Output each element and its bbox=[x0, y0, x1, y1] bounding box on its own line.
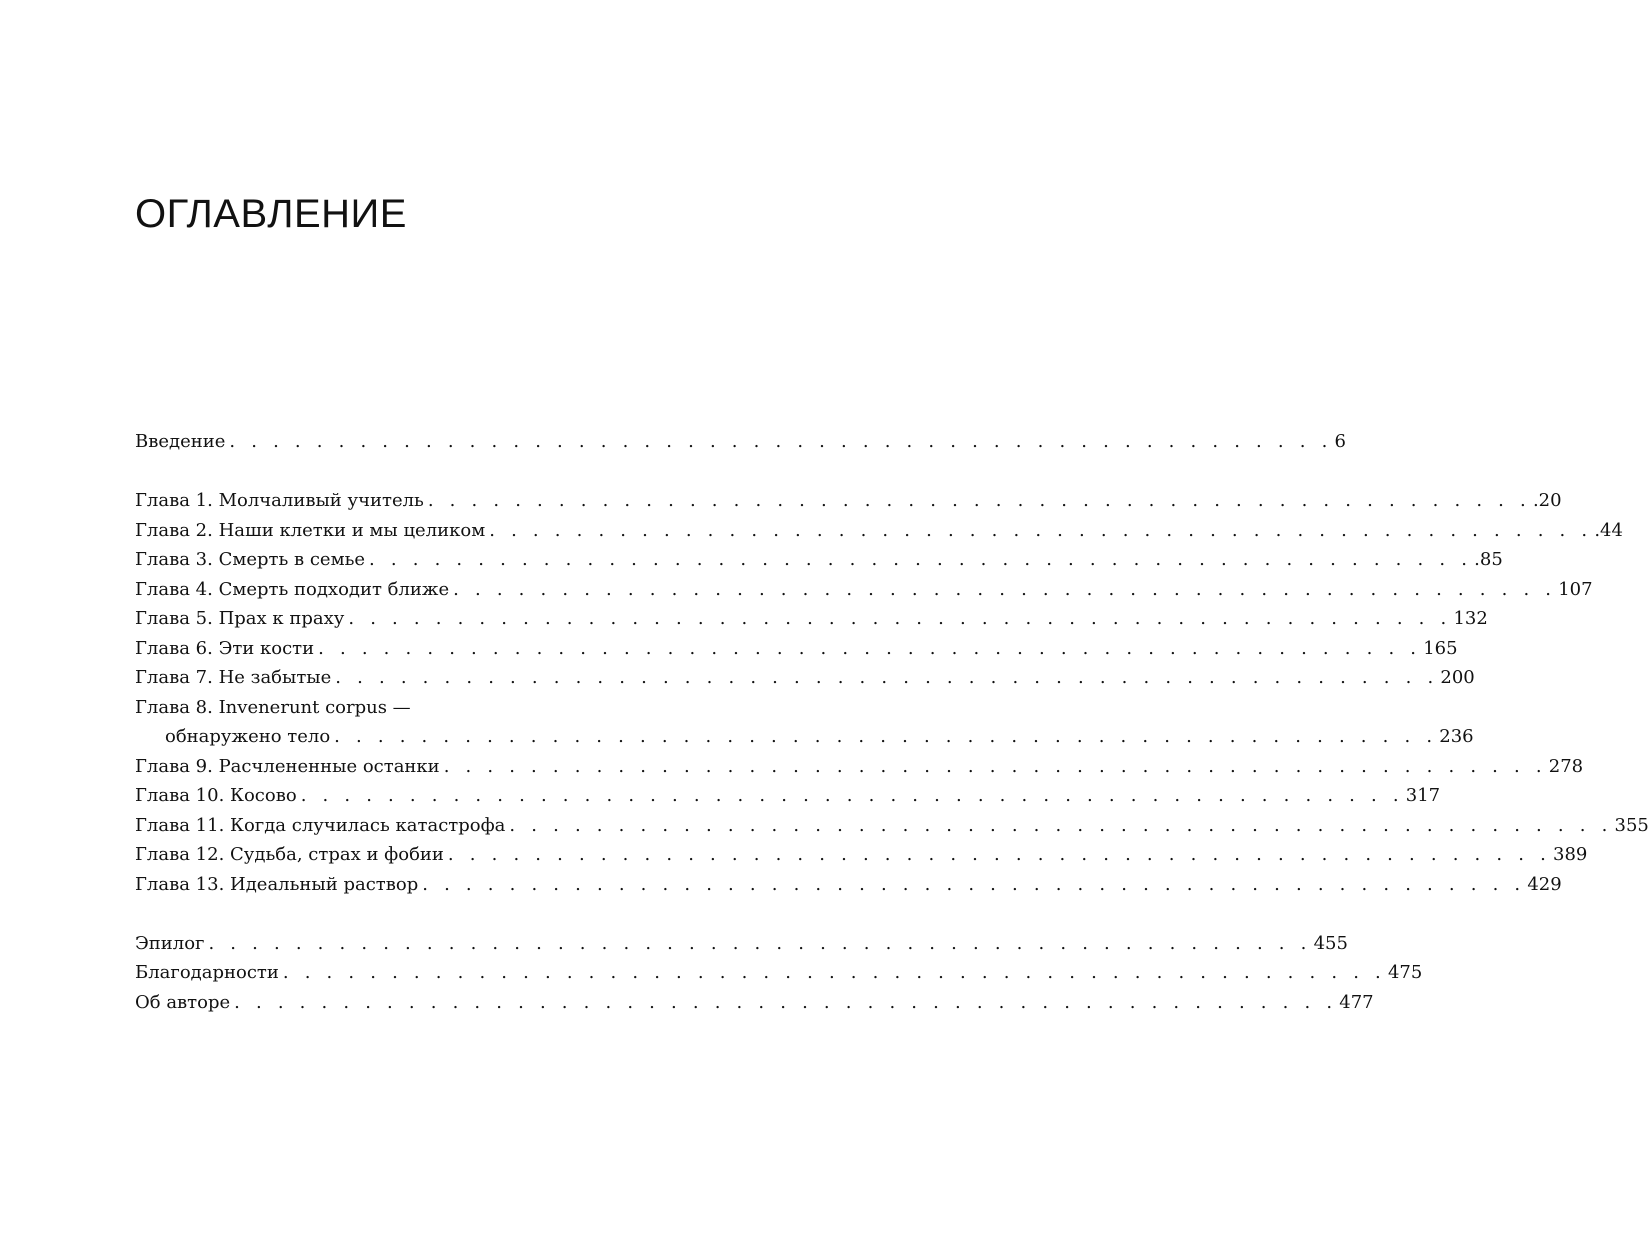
dot-leader: . . . . . . . . . . . . . . . . . . . . . . . . . . . . . . . . . . . . . . . . . . . . . . . . . . . bbox=[318, 637, 1422, 659]
toc-entry-label: Глава 12. Судьба, страх и фобии bbox=[135, 844, 444, 865]
toc-entry-label: Глава 9. Расчлененные останки bbox=[135, 755, 440, 777]
toc-entry-chapter-12[interactable] bbox=[135, 840, 1588, 870]
toc-page-number: 455 bbox=[1313, 932, 1348, 954]
dot-leader: . . . . . . . . . . . . . . . . . . . . . . . . . . . . . . . . . . . . . . . . . . . . . . . . . . . bbox=[447, 844, 1552, 865]
table-of-contents bbox=[135, 427, 1649, 1017]
toc-entry-label: Глава 4. Смерть подходит ближе bbox=[135, 578, 450, 600]
toc-entry-chapter-5[interactable] bbox=[135, 604, 1488, 634]
toc-entry-chapter-8-continuation[interactable] bbox=[135, 722, 1474, 752]
toc-entry-chapter-3[interactable] bbox=[135, 545, 1503, 575]
toc-page-number: 475 bbox=[1387, 962, 1423, 983]
toc-entry-label: Глава 7. Не забытые bbox=[135, 667, 332, 688]
toc-page-number: 107 bbox=[1558, 578, 1593, 600]
toc-entry-label: Введение bbox=[135, 431, 226, 452]
toc-page-number: 317 bbox=[1405, 785, 1441, 806]
toc-entry-chapter-8[interactable] bbox=[135, 693, 630, 723]
toc-entry-label: Глава 5. Прах к праху bbox=[135, 608, 345, 629]
page-title: ОГЛАВЛЕНИЕ bbox=[135, 192, 407, 236]
toc-page-number: 355 bbox=[1614, 814, 1649, 836]
toc-entry-chapter-2[interactable] bbox=[135, 516, 1623, 546]
toc-entry-label: Глава 10. Косово bbox=[135, 785, 297, 806]
toc-page-number: 200 bbox=[1440, 667, 1475, 688]
toc-page-number: 477 bbox=[1339, 991, 1374, 1013]
dot-leader: . . . . . . . . . . . . . . . . . . . . . . . . . . . . . . . . . . . . . . . . . . . . . . . . . . . bbox=[229, 431, 1333, 452]
toc-entry-chapter-4[interactable] bbox=[135, 575, 1593, 605]
toc-entry-label: Глава 2. Наши клетки и мы целиком bbox=[135, 519, 486, 541]
toc-entry-label: Глава 3. Смерть в семье bbox=[135, 549, 366, 570]
dot-leader: . . . . . . . . . . . . . . . . . . . . . . . . . . . . . . . . . . . . . . . . . . . . . . . . . . . bbox=[369, 549, 1473, 570]
toc-entry-label: Эпилог bbox=[135, 932, 205, 954]
dot-leader: . . . . . . . . . . . . . . . . . . . . . . . . . . . . . . . . . . . . . . . . . . . . . . . . . . . bbox=[208, 932, 1312, 954]
toc-page-number: 278 bbox=[1548, 755, 1584, 777]
toc-page-number: 132 bbox=[1453, 608, 1488, 629]
toc-page-number: 236 bbox=[1439, 726, 1474, 747]
toc-page-number: .44 bbox=[1594, 519, 1623, 541]
toc-entry-chapter-11[interactable] bbox=[135, 811, 1649, 841]
dot-leader: . . . . . . . . . . . . . . . . . . . . . . . . . . . . . . . . . . . . . . . . . . . . . . . . . . . bbox=[443, 755, 1547, 777]
toc-entry-chapter-1[interactable] bbox=[135, 486, 1562, 516]
dot-leader: . . . . . . . . . . . . . . . . . . . . . . . . . . . . . . . . . . . . . . . . . . . . . . . . . . . bbox=[489, 519, 1593, 541]
toc-entry-chapter-9[interactable] bbox=[135, 752, 1584, 782]
toc-page-number: 165 bbox=[1423, 637, 1458, 659]
toc-entry-about-author[interactable] bbox=[135, 988, 1374, 1018]
toc-entry-chapter-6[interactable] bbox=[135, 634, 1458, 664]
toc-entry-label: Благодарности bbox=[135, 962, 279, 983]
dot-leader: . . . . . . . . . . . . . . . . . . . . . . . . . . . . . . . . . . . . . . . . . . . . . . . . . . . bbox=[427, 490, 1531, 511]
dot-leader: . . . . . . . . . . . . . . . . . . . . . . . . . . . . . . . . . . . . . . . . . . . . . . . . . . . bbox=[335, 667, 1439, 688]
dot-leader: . . . . . . . . . . . . . . . . . . . . . . . . . . . . . . . . . . . . . . . . . . . . . . . . . . . bbox=[234, 991, 1338, 1013]
dot-leader: . . . . . . . . . . . . . . . . . . . . . . . . . . . . . . . . . . . . . . . . . . . . . . . . . . . bbox=[300, 785, 1404, 806]
dot-leader: . . . . . . . . . . . . . . . . . . . . . . . . . . . . . . . . . . . . . . . . . . . . . . . . . . . bbox=[334, 726, 1438, 747]
toc-entry-label: Глава 6. Эти кости bbox=[135, 637, 315, 659]
toc-entry-chapter-10[interactable] bbox=[135, 781, 1441, 811]
toc-entry-label: Об авторе bbox=[135, 991, 231, 1013]
dot-leader: . . . . . . . . . . . . . . . . . . . . . . . . . . . . . . . . . . . . . . . . . . . . . . . . . . . bbox=[509, 814, 1613, 836]
toc-page-number: .85 bbox=[1474, 549, 1503, 570]
toc-entry-chapter-7[interactable] bbox=[135, 663, 1475, 693]
toc-entry-label: Глава 1. Молчаливый учитель bbox=[135, 490, 424, 511]
toc-entry-label: Глава 8. Invenerunt corpus — bbox=[135, 696, 411, 718]
toc-entry-label: Глава 11. Когда случилась катастрофа bbox=[135, 814, 506, 836]
toc-page-number: 389 bbox=[1553, 844, 1588, 865]
toc-entry-acknowledgements[interactable] bbox=[135, 958, 1423, 988]
toc-entry-epilogue[interactable] bbox=[135, 929, 1348, 959]
toc-entry-introduction[interactable] bbox=[135, 427, 1346, 457]
dot-leader: . . . . . . . . . . . . . . . . . . . . . . . . . . . . . . . . . . . . . . . . . . . . . . . . . . . bbox=[453, 578, 1557, 600]
toc-page-number: 6 bbox=[1334, 431, 1346, 452]
toc-entry-label: Глава 13. Идеальный раствор bbox=[135, 873, 419, 895]
dot-leader: . . . . . . . . . . . . . . . . . . . . . . . . . . . . . . . . . . . . . . . . . . . . . . . . . . . bbox=[282, 962, 1386, 983]
toc-page-number: 429 bbox=[1527, 873, 1562, 895]
toc-entry-chapter-13[interactable] bbox=[135, 870, 1562, 900]
toc-page-number: .20 bbox=[1532, 490, 1562, 511]
dot-leader: . . . . . . . . . . . . . . . . . . . . . . . . . . . . . . . . . . . . . . . . . . . . . . . . . . . bbox=[348, 608, 1452, 629]
toc-entry-label-continuation: обнаружено тело bbox=[165, 726, 331, 747]
dot-leader: . . . . . . . . . . . . . . . . . . . . . . . . . . . . . . . . . . . . . . . . . . . . . . . . . . . bbox=[422, 873, 1526, 895]
